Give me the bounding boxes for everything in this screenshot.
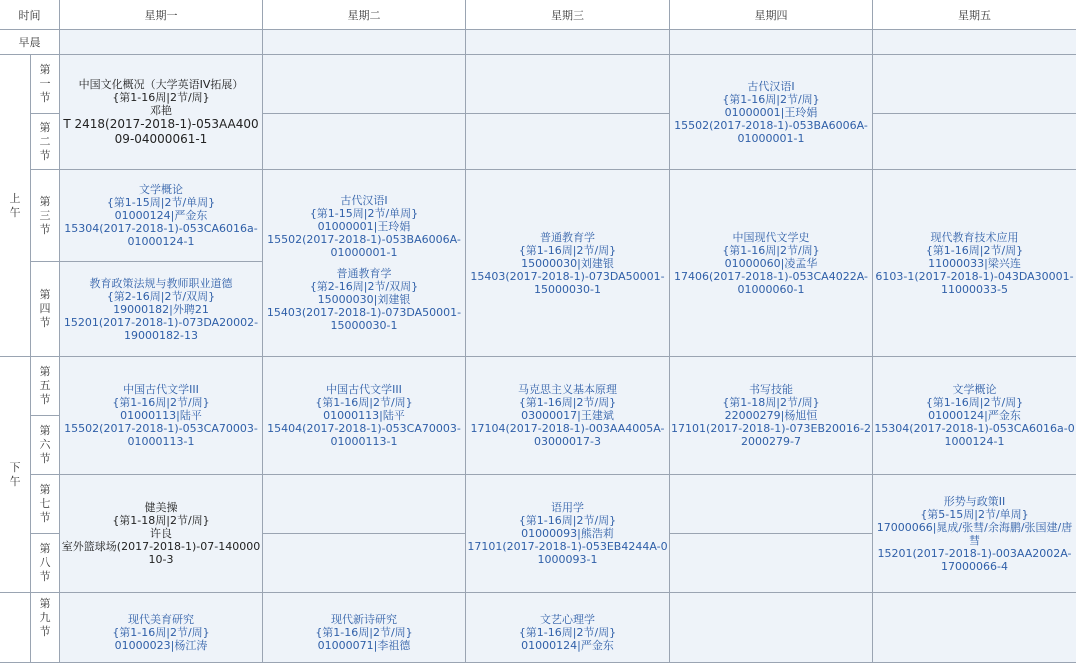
course-block[interactable] (466, 381, 669, 450)
course-name: 语用学 (467, 501, 668, 514)
period-4 (31, 262, 60, 357)
time-header: 时间 (0, 0, 60, 30)
empty-cell (873, 55, 1076, 114)
period-label: 第 五 节 (40, 365, 51, 406)
course-cell-tue-5-6[interactable] (263, 357, 466, 475)
course-cell-mon-1-2[interactable] (60, 55, 263, 170)
course-teacher: 01000001|王玲娟 (264, 220, 464, 233)
course-weeks: {第2-16周|2节/双周} (264, 280, 464, 293)
course-room: 15502(2017-2018-1)-053BA6006A-01000001-1 (671, 119, 871, 145)
course-teacher: 01000060|凌孟华 (671, 257, 871, 270)
period-8 (31, 534, 60, 593)
course-weeks: {第1-16周|2节/周} (671, 93, 871, 106)
course-teacher: 01000124|严金东 (467, 639, 668, 652)
course-name: 古代汉语I (671, 80, 871, 93)
empty-cell (873, 593, 1076, 663)
period-label: 第 二 节 (40, 121, 51, 162)
course-name: 形势与政策II (874, 495, 1075, 508)
course-cell-wed-5-6[interactable] (466, 357, 670, 475)
morning-label: 早晨 (0, 30, 60, 55)
course-cell-fri-3-4[interactable] (873, 170, 1076, 357)
course-room: 室外篮球场(2017-2018-1)-07-14000010-3 (61, 540, 261, 566)
course-weeks: {第1-16周|2节/周} (874, 396, 1075, 409)
course-room: 15502(2017-2018-1)-053BA6006A-01000001-1 (264, 233, 464, 259)
course-block[interactable] (263, 265, 465, 334)
course-block[interactable] (873, 493, 1076, 575)
day-header-tuesday: 星期二 (263, 0, 466, 30)
course-cell-mon-7-8[interactable] (60, 475, 263, 593)
course-name: 健美操 (61, 501, 261, 514)
course-cell-thu-5-6[interactable] (670, 357, 873, 475)
course-cell-tue-3-4[interactable] (263, 170, 466, 357)
course-room: T 2418(2017-2018-1)-053AA40009-04000061-1 (61, 117, 261, 147)
course-weeks: {第1-15周|2节/单周} (264, 207, 464, 220)
day-header-friday: 星期五 (873, 0, 1076, 30)
course-cell-thu-1-2[interactable] (670, 55, 873, 170)
empty-cell (263, 475, 466, 534)
course-cell-wed-7-8[interactable] (466, 475, 670, 593)
course-name: 古代汉语I (264, 194, 464, 207)
course-weeks: {第1-16周|2节/周} (61, 626, 261, 639)
course-cell-tue-9[interactable] (263, 593, 466, 663)
course-cell-fri-7-8[interactable] (873, 475, 1076, 593)
period-2 (31, 114, 60, 170)
course-room: 15404(2017-2018-1)-053CA70003-01000113-1 (264, 422, 464, 448)
course-room: 15502(2017-2018-1)-053CA70003-01000113-1 (61, 422, 261, 448)
period-label: 第 三 节 (40, 195, 51, 236)
course-weeks: {第1-16周|2节/周} (467, 396, 668, 409)
half-day-afternoon (0, 357, 31, 593)
course-name: 普通教育学 (467, 231, 668, 244)
period-3 (31, 170, 60, 262)
course-teacher: 01000113|陆平 (61, 409, 261, 422)
course-block[interactable] (670, 229, 872, 298)
course-teacher: 01000124|严金东 (61, 209, 261, 222)
course-block[interactable] (466, 611, 669, 654)
course-name: 中国文化概况（大学英语IV拓展） (61, 78, 261, 91)
course-room: 6103-1(2017-2018-1)-043DA30001-11000033-5 (874, 270, 1075, 296)
course-cell-mon-9[interactable] (60, 593, 263, 663)
course-weeks: {第1-15周|2节/单周} (61, 196, 261, 209)
course-weeks: {第1-16周|2节/周} (874, 244, 1075, 257)
course-weeks: {第2-16周|2节/双周} (61, 290, 261, 303)
course-block[interactable] (60, 76, 262, 149)
course-room: 17104(2017-2018-1)-003AA4005A-03000017-3 (467, 422, 668, 448)
course-name: 马克思主义基本原理 (467, 383, 668, 396)
period-label: 第 四 节 (40, 288, 51, 329)
half-day-label: 上 午 (10, 192, 21, 219)
empty-cell (670, 534, 873, 593)
course-name: 中国古代文学III (264, 383, 464, 396)
course-weeks: {第1-18周|2节/周} (61, 514, 261, 527)
course-weeks: {第1-16周|2节/周} (61, 91, 261, 104)
empty-cell (873, 30, 1076, 55)
empty-cell (263, 534, 466, 593)
course-block[interactable] (263, 611, 465, 654)
course-teacher: 11000033|梁兴连 (874, 257, 1075, 270)
period-label: 第 八 节 (40, 542, 51, 583)
course-teacher: 15000030|刘建银 (467, 257, 668, 270)
period-label: 第 六 节 (40, 424, 51, 465)
course-cell-mon-5-6[interactable] (60, 357, 263, 475)
course-teacher: 01000124|严金东 (874, 409, 1075, 422)
course-block[interactable] (60, 275, 262, 344)
course-name: 文学概论 (874, 383, 1075, 396)
empty-cell (263, 30, 466, 55)
period-9 (31, 593, 60, 663)
empty-cell (873, 114, 1076, 170)
course-block[interactable] (873, 381, 1076, 450)
course-teacher: 01000113|陆平 (264, 409, 464, 422)
course-teacher: 01000023|杨江涛 (61, 639, 261, 652)
course-weeks: {第1-16周|2节/周} (264, 396, 464, 409)
course-weeks: {第1-16周|2节/周} (671, 244, 871, 257)
empty-cell (670, 475, 873, 534)
course-block[interactable] (60, 499, 262, 568)
period-1 (31, 55, 60, 114)
empty-cell (60, 30, 263, 55)
half-day-morning (0, 55, 31, 357)
course-block[interactable] (60, 181, 262, 250)
period-5 (31, 357, 60, 416)
course-teacher: 15000030|刘建银 (264, 293, 464, 306)
course-block[interactable] (670, 78, 872, 147)
course-teacher: 01000071|李祖德 (264, 639, 464, 652)
course-block[interactable] (466, 229, 669, 298)
course-weeks: {第1-16周|2节/周} (61, 396, 261, 409)
course-block[interactable] (670, 381, 872, 450)
day-header-monday: 星期一 (60, 0, 263, 30)
half-day-evening (0, 593, 31, 663)
course-teacher: 01000093|熊浩莉 (467, 527, 668, 540)
course-room: 15403(2017-2018-1)-073DA50001-15000030-1 (467, 270, 668, 296)
course-weeks: {第1-16周|2节/周} (467, 514, 668, 527)
course-cell-wed-3-4[interactable] (466, 170, 670, 357)
period-label: 第 七 节 (40, 483, 51, 524)
course-teacher: 01000001|王玲娟 (671, 106, 871, 119)
period-label: 第 一 节 (40, 63, 51, 104)
course-room: 15201(2017-2018-1)-073DA20002-19000182-13 (61, 316, 261, 342)
course-weeks: {第1-18周|2节/周} (671, 396, 871, 409)
course-room: 15201(2017-2018-1)-003AA2002A-17000066-4 (874, 547, 1075, 573)
day-header-thursday: 星期四 (670, 0, 873, 30)
empty-cell (466, 114, 670, 170)
course-weeks: {第1-16周|2节/周} (264, 626, 464, 639)
course-teacher: 19000182|外聘21 (61, 303, 261, 316)
course-name: 教育政策法规与教师职业道德 (61, 277, 261, 290)
course-name: 现代教育技术应用 (874, 231, 1075, 244)
course-name: 文艺心理学 (467, 613, 668, 626)
course-teacher: 17000066|晁成/张彗/余海鹏/张国建/唐彗 (874, 521, 1075, 547)
empty-cell (466, 55, 670, 114)
course-weeks: {第1-16周|2节/周} (467, 244, 668, 257)
course-block[interactable] (873, 229, 1076, 298)
course-cell-mon-4[interactable] (60, 262, 263, 357)
course-weeks: {第1-16周|2节/周} (467, 626, 668, 639)
course-block[interactable] (263, 381, 465, 450)
empty-cell (670, 593, 873, 663)
course-room: 17101(2017-2018-1)-053EB4244A-01000093-1 (467, 540, 668, 566)
course-room: 17101(2017-2018-1)-073EB20016-22000279-7 (671, 422, 871, 448)
course-room: 17406(2017-2018-1)-053CA4022A-01000060-1 (671, 270, 871, 296)
course-block[interactable] (466, 499, 669, 568)
empty-cell (670, 30, 873, 55)
course-teacher: 22000279|杨旭恒 (671, 409, 871, 422)
empty-cell (263, 55, 466, 114)
course-name: 中国古代文学III (61, 383, 261, 396)
empty-cell (263, 114, 466, 170)
course-name: 现代新诗研究 (264, 613, 464, 626)
course-cell-thu-3-4[interactable] (670, 170, 873, 357)
course-block[interactable] (60, 611, 262, 654)
course-cell-mon-3[interactable] (60, 170, 263, 262)
course-teacher: 邓艳 (61, 104, 261, 117)
course-name: 普通教育学 (264, 267, 464, 280)
period-label: 第 九 节 (40, 597, 51, 638)
course-block[interactable] (263, 192, 465, 261)
period-7 (31, 475, 60, 534)
course-room: 15304(2017-2018-1)-053CA6016a-01000124-1 (61, 222, 261, 248)
course-cell-wed-9[interactable] (466, 593, 670, 663)
half-day-label: 下 午 (10, 461, 21, 488)
course-cell-fri-5-6[interactable] (873, 357, 1076, 475)
course-name: 现代美育研究 (61, 613, 261, 626)
course-teacher: 许良 (61, 527, 261, 540)
course-room: 15304(2017-2018-1)-053CA6016a-01000124-1 (874, 422, 1075, 448)
course-weeks: {第5-15周|2节/单周} (874, 508, 1075, 521)
empty-cell (466, 30, 670, 55)
course-block[interactable] (60, 381, 262, 450)
course-name: 中国现代文学史 (671, 231, 871, 244)
day-header-wednesday: 星期三 (466, 0, 670, 30)
course-name: 书写技能 (671, 383, 871, 396)
course-room: 15403(2017-2018-1)-073DA50001-15000030-1 (264, 306, 464, 332)
course-name: 文学概论 (61, 183, 261, 196)
course-teacher: 03000017|王建斌 (467, 409, 668, 422)
period-6 (31, 416, 60, 475)
